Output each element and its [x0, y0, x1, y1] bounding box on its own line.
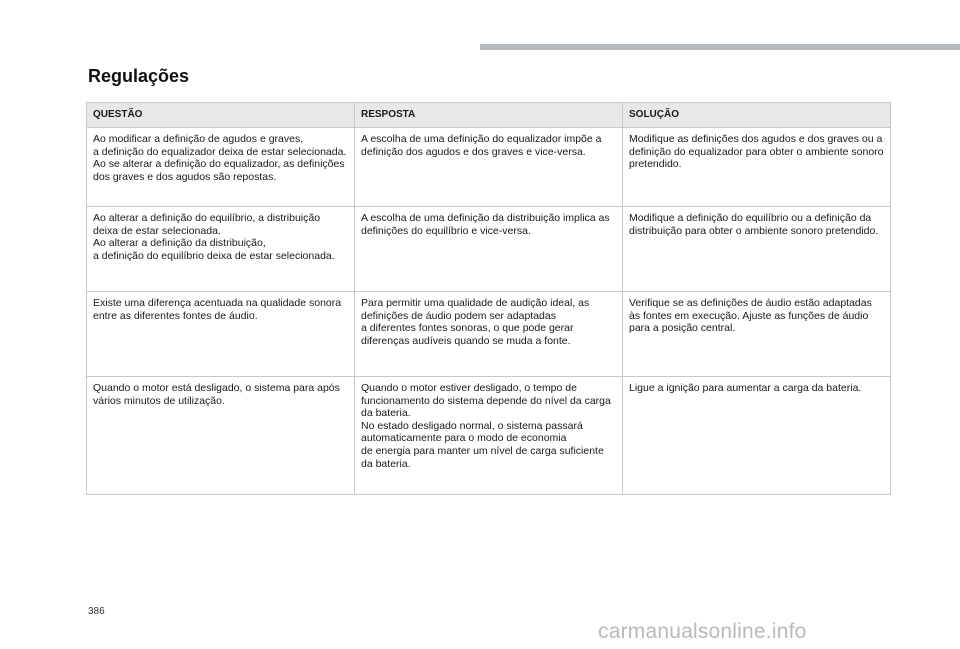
table-row [87, 128, 891, 207]
question-cell: Ao modificar a definição de agudos e graves, a definição do equalizador deixa de estar selecionada. Ao se alterar a definição do equalizador, as definições dos graves e dos agudos são repostas. [87, 128, 355, 207]
watermark: carmanualsonline.info [598, 620, 807, 643]
answer-cell: Quando o motor estiver desligado, o tempo de funcionamento do sistema depende do nível da carga da bateria. No estado desligado normal, o sistema passará automaticamente para o modo de economia de energia para manter um nível de carga suficiente da bateria. [355, 377, 623, 495]
answer-cell: A escolha de uma definição do equalizador impõe a definição dos agudos e dos graves e vice-versa. [355, 128, 623, 207]
question-cell: Quando o motor está desligado, o sistema para após vários minutos de utilização. [87, 377, 355, 495]
column-header-answer: RESPOSTA [355, 103, 623, 128]
table-row [87, 292, 891, 377]
answer-cell: Para permitir uma qualidade de audição ideal, as definições de áudio podem ser adaptadas a diferentes fontes sonoras, o que pode gerar diferenças audíveis quando se muda a fonte. [355, 292, 623, 377]
question-cell: Ao alterar a definição do equilíbrio, a distribuição deixa de estar selecionada. Ao alterar a definição da distribuição, a definição do equilíbrio deixa de estar selecionada. [87, 207, 355, 292]
solution-cell: Modifique a definição do equilíbrio ou a definição da distribuição para obter o ambiente sonoro pretendido. [623, 207, 891, 292]
troubleshooting-table [86, 102, 891, 495]
table-row [87, 377, 891, 495]
solution-cell: Ligue a ignição para aumentar a carga da bateria. [623, 377, 891, 495]
table-header-row [87, 103, 891, 128]
answer-cell: A escolha de uma definição da distribuição implica as definições do equilíbrio e vice-versa. [355, 207, 623, 292]
solution-cell: Modifique as definições dos agudos e dos graves ou a definição do equalizador para obter o ambiente sonoro pretendido. [623, 128, 891, 207]
question-cell: Existe uma diferença acentuada na qualidade sonora entre as diferentes fontes de áudio. [87, 292, 355, 377]
table-row [87, 207, 891, 292]
column-header-solution: SOLUÇÃO [623, 103, 891, 128]
header-accent-bar [480, 44, 960, 50]
column-header-question: QUESTÃO [87, 103, 355, 128]
page-number: 386 [88, 606, 105, 617]
page-title: Regulações [88, 66, 190, 86]
solution-cell: Verifique se as definições de áudio estão adaptadas às fontes em execução. Ajuste as funções de áudio para a posição central. [623, 292, 891, 377]
